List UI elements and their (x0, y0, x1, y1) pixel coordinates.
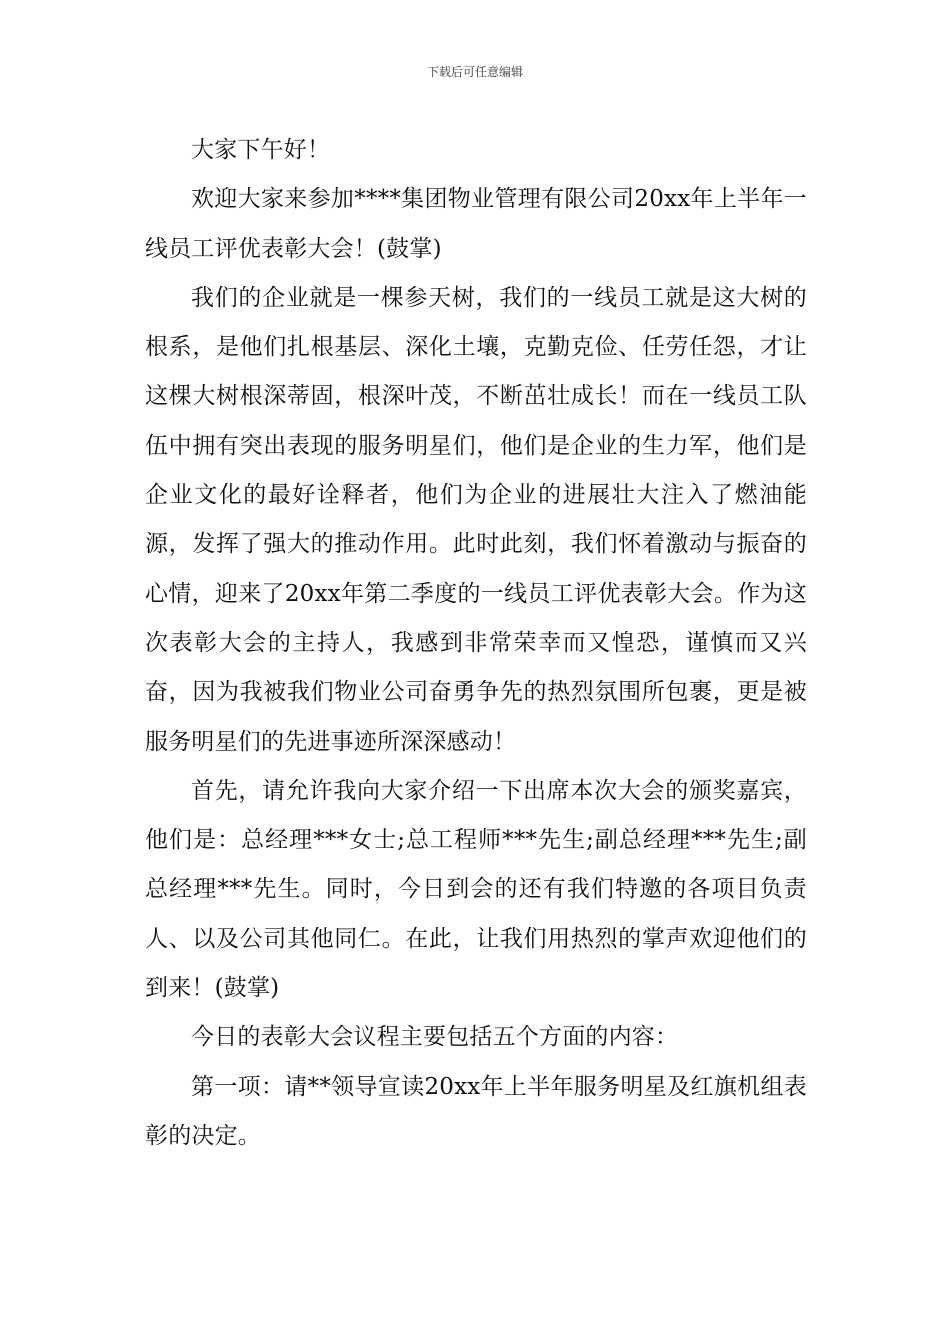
document-body (145, 126, 807, 1161)
paragraph-greeting: 大家下午好！ (191, 137, 331, 163)
paragraph-guests: 首先，请允许我向大家介绍一下出席本次大会的颁奖嘉宾，他们是：总经理***女士;总工程师***先生;副总经理***先生;副总经理***先生。同时，今日到会的还有我们特邀的各项目负责人、以及公司其他同仁。在此，让我们用热烈的掌声欢迎他们的到来！(鼓掌) (145, 777, 807, 1002)
paragraph-agenda-intro: 今日的表彰大会议程主要包括五个方面的内容： (191, 1024, 679, 1051)
paragraph-agenda-item-1: 第一项：请**领导宣读20xx年上半年服务明星及红旗机组表彰的决定。 (145, 1073, 807, 1149)
page-header-note: 下载后可任意编辑 (426, 65, 523, 79)
paragraph-enterprise: 我们的企业就是一棵参天树，我们的一线员工就是这大树的根系，是他们扎根基层、深化土壤，克勤克俭、任劳任怨，才让这棵大树根深蒂固，根深叶茂，不断茁壮成长！而在一线员工队伍中拥有突出表现的服务明星们，他们是企业的生力军，他们是企业文化的最好诠释者，他们为企业的进展壮大注入了燃油能源，发挥了强大的推动作用。此时此刻，我们怀着激动与振奋的心情，迎来了20xx年第二季度的一线员工评优表彰大会。作为这次表彰大会的主持人，我感到非常荣幸而又惶恐，谨慎而又兴奋，因为我被我们物业公司奋勇争先的热烈氛围所包裹，更是被服务明星们的先进事迹所深深感动！ (145, 284, 807, 755)
paragraph-welcome: 欢迎大家来参加****集团物业管理有限公司20xx年上半年一线员工评优表彰大会！(鼓掌) (145, 186, 807, 262)
